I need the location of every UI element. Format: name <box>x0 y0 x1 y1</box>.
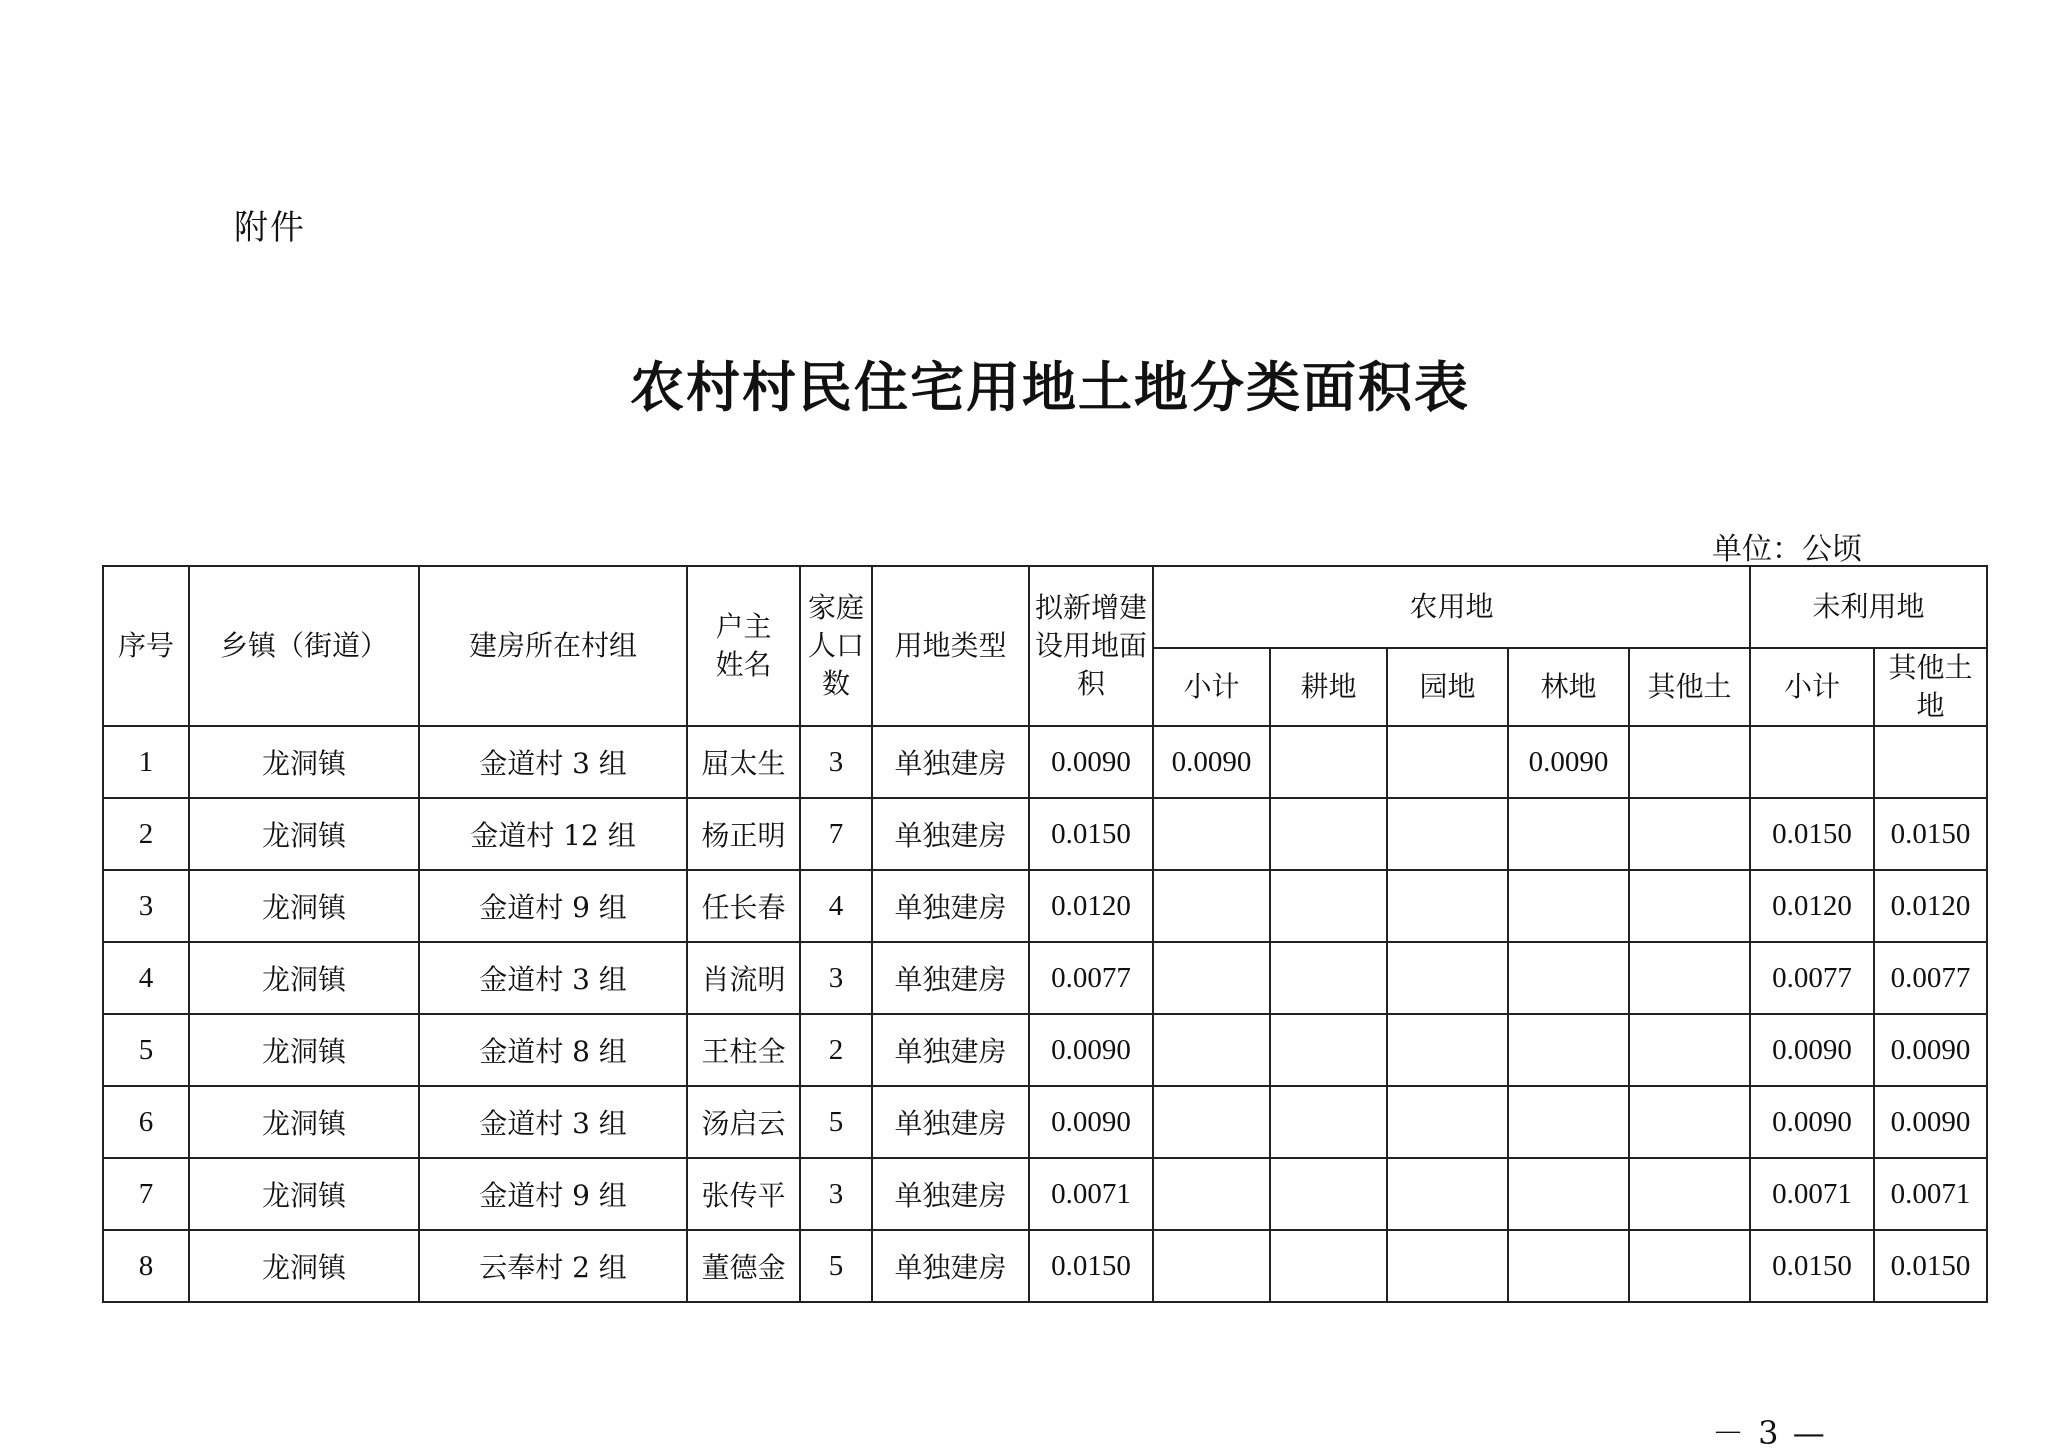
cell-agri-other <box>1629 942 1750 1014</box>
cell-agri-other <box>1629 1014 1750 1086</box>
cell-unused-other: 0.0071 <box>1874 1158 1987 1230</box>
cell-seq: 3 <box>103 870 189 942</box>
cell-land-type: 单独建房 <box>872 870 1029 942</box>
cell-village: 金道村 9 组 <box>419 1158 687 1230</box>
cell-agri-forest: 0.0090 <box>1508 726 1629 798</box>
cell-agri-subtotal <box>1153 1230 1270 1302</box>
cell-agri-cultivated <box>1270 870 1387 942</box>
header-new-area-line1: 拟新增建 <box>1034 591 1147 624</box>
cell-agri-forest <box>1508 1086 1629 1158</box>
page-number: － 3 — <box>1712 1414 1827 1452</box>
cell-seq: 7 <box>103 1158 189 1230</box>
cell-owner: 杨正明 <box>687 798 800 870</box>
cell-agri-other <box>1629 1230 1750 1302</box>
cell-owner: 董德金 <box>687 1230 800 1302</box>
cell-agri-cultivated <box>1270 1086 1387 1158</box>
cell-new-area: 0.0077 <box>1029 942 1153 1014</box>
cell-household: 3 <box>800 942 872 1014</box>
cell-unused-subtotal: 0.0150 <box>1750 1230 1874 1302</box>
cell-owner: 肖流明 <box>687 942 800 1014</box>
cell-land-type: 单独建房 <box>872 1230 1029 1302</box>
table-row <box>103 1230 1987 1302</box>
cell-unused-subtotal: 0.0071 <box>1750 1158 1874 1230</box>
header-village-group: 建房所在村组 <box>419 566 687 726</box>
table-row <box>103 1014 1987 1086</box>
header-town: 乡镇（街道） <box>189 566 419 726</box>
table-body <box>103 726 1987 1302</box>
cell-unused-subtotal: 0.0077 <box>1750 942 1874 1014</box>
header-agri-cultivated: 耕地 <box>1270 648 1387 726</box>
cell-agri-forest <box>1508 870 1629 942</box>
cell-household: 3 <box>800 726 872 798</box>
cell-agri-subtotal <box>1153 798 1270 870</box>
cell-household: 3 <box>800 1158 872 1230</box>
cell-seq: 6 <box>103 1086 189 1158</box>
cell-household: 2 <box>800 1014 872 1086</box>
cell-unused-other: 0.0150 <box>1874 798 1987 870</box>
cell-owner: 王柱全 <box>687 1014 800 1086</box>
cell-owner: 任长春 <box>687 870 800 942</box>
cell-land-type: 单独建房 <box>872 942 1029 1014</box>
cell-agri-cultivated <box>1270 1158 1387 1230</box>
header-unused-subtotal: 小计 <box>1750 648 1874 726</box>
header-household-line2: 人口 <box>807 629 864 662</box>
cell-agri-subtotal <box>1153 1086 1270 1158</box>
cell-agri-garden <box>1387 942 1508 1014</box>
header-household-line3: 数 <box>821 667 850 700</box>
cell-new-area: 0.0150 <box>1029 1230 1153 1302</box>
cell-agri-subtotal <box>1153 870 1270 942</box>
header-agri-subtotal: 小计 <box>1153 648 1270 726</box>
header-row-top <box>103 566 1987 648</box>
cell-unused-other <box>1874 726 1987 798</box>
header-land-type: 用地类型 <box>872 566 1029 726</box>
cell-agri-forest <box>1508 1230 1629 1302</box>
cell-agri-subtotal <box>1153 942 1270 1014</box>
land-classification-table <box>102 565 1988 1303</box>
unit-label: 单位：公顷 <box>1712 532 1862 567</box>
cell-agri-garden <box>1387 1086 1508 1158</box>
cell-unused-other: 0.0120 <box>1874 870 1987 942</box>
cell-land-type: 单独建房 <box>872 798 1029 870</box>
cell-village: 金道村 3 组 <box>419 726 687 798</box>
cell-agri-cultivated <box>1270 798 1387 870</box>
cell-agri-cultivated <box>1270 942 1387 1014</box>
cell-agri-garden <box>1387 726 1508 798</box>
cell-town: 龙洞镇 <box>189 870 419 942</box>
cell-new-area: 0.0071 <box>1029 1158 1153 1230</box>
cell-agri-cultivated <box>1270 726 1387 798</box>
cell-agri-other <box>1629 798 1750 870</box>
cell-new-area: 0.0090 <box>1029 1086 1153 1158</box>
cell-village: 金道村 8 组 <box>419 1014 687 1086</box>
cell-agri-other <box>1629 870 1750 942</box>
cell-unused-subtotal: 0.0090 <box>1750 1014 1874 1086</box>
cell-owner: 张传平 <box>687 1158 800 1230</box>
cell-agri-garden <box>1387 1230 1508 1302</box>
cell-seq: 2 <box>103 798 189 870</box>
header-new-area-line2: 设用地面 <box>1034 629 1147 662</box>
cell-village: 金道村 3 组 <box>419 942 687 1014</box>
cell-unused-subtotal <box>1750 726 1874 798</box>
cell-unused-other: 0.0090 <box>1874 1086 1987 1158</box>
cell-agri-subtotal: 0.0090 <box>1153 726 1270 798</box>
cell-town: 龙洞镇 <box>189 1086 419 1158</box>
cell-household: 5 <box>800 1086 872 1158</box>
cell-seq: 5 <box>103 1014 189 1086</box>
cell-agri-cultivated <box>1270 1014 1387 1086</box>
table-row <box>103 870 1987 942</box>
header-unused-other: 其他土地 <box>1874 648 1987 726</box>
cell-agri-forest <box>1508 1158 1629 1230</box>
table-row <box>103 1158 1987 1230</box>
header-new-area <box>1029 566 1153 726</box>
attachment-label: 附件 <box>234 208 306 248</box>
cell-seq: 1 <box>103 726 189 798</box>
cell-owner: 屈太生 <box>687 726 800 798</box>
header-unused: 未利用地 <box>1750 566 1987 648</box>
header-agri-garden: 园地 <box>1387 648 1508 726</box>
cell-unused-subtotal: 0.0150 <box>1750 798 1874 870</box>
cell-agri-subtotal <box>1153 1158 1270 1230</box>
cell-seq: 4 <box>103 942 189 1014</box>
cell-village: 云奉村 2 组 <box>419 1230 687 1302</box>
cell-unused-other: 0.0090 <box>1874 1014 1987 1086</box>
header-owner-line1: 户主 <box>715 610 772 643</box>
cell-agri-garden <box>1387 798 1508 870</box>
cell-new-area: 0.0150 <box>1029 798 1153 870</box>
header-agri-forest: 林地 <box>1508 648 1629 726</box>
cell-household: 7 <box>800 798 872 870</box>
cell-unused-subtotal: 0.0090 <box>1750 1086 1874 1158</box>
cell-agri-subtotal <box>1153 1014 1270 1086</box>
cell-agri-garden <box>1387 1014 1508 1086</box>
cell-land-type: 单独建房 <box>872 1086 1029 1158</box>
header-agricultural: 农用地 <box>1153 566 1750 648</box>
table-row <box>103 942 1987 1014</box>
cell-town: 龙洞镇 <box>189 942 419 1014</box>
cell-new-area: 0.0090 <box>1029 726 1153 798</box>
table-row <box>103 726 1987 798</box>
cell-village: 金道村 9 组 <box>419 870 687 942</box>
cell-town: 龙洞镇 <box>189 1230 419 1302</box>
cell-household: 4 <box>800 870 872 942</box>
cell-unused-other: 0.0150 <box>1874 1230 1987 1302</box>
cell-agri-garden <box>1387 1158 1508 1230</box>
cell-agri-forest <box>1508 798 1629 870</box>
header-owner <box>687 566 800 726</box>
cell-agri-other <box>1629 1158 1750 1230</box>
cell-town: 龙洞镇 <box>189 1014 419 1086</box>
cell-agri-other <box>1629 1086 1750 1158</box>
cell-agri-forest <box>1508 1014 1629 1086</box>
document-title: 农村村民住宅用地土地分类面积表 <box>630 355 1470 419</box>
header-household <box>800 566 872 726</box>
cell-land-type: 单独建房 <box>872 726 1029 798</box>
cell-agri-cultivated <box>1270 1230 1387 1302</box>
cell-land-type: 单独建房 <box>872 1014 1029 1086</box>
cell-land-type: 单独建房 <box>872 1158 1029 1230</box>
cell-town: 龙洞镇 <box>189 1158 419 1230</box>
header-agri-other: 其他土 <box>1629 648 1750 726</box>
cell-owner: 汤启云 <box>687 1086 800 1158</box>
table-row <box>103 1086 1987 1158</box>
cell-seq: 8 <box>103 1230 189 1302</box>
header-household-line1: 家庭 <box>807 591 864 624</box>
cell-agri-garden <box>1387 870 1508 942</box>
header-seq: 序号 <box>103 566 189 726</box>
cell-agri-forest <box>1508 942 1629 1014</box>
cell-village: 金道村 3 组 <box>419 1086 687 1158</box>
cell-household: 5 <box>800 1230 872 1302</box>
cell-town: 龙洞镇 <box>189 726 419 798</box>
header-owner-line2: 姓名 <box>715 648 772 681</box>
cell-new-area: 0.0120 <box>1029 870 1153 942</box>
cell-unused-other: 0.0077 <box>1874 942 1987 1014</box>
cell-town: 龙洞镇 <box>189 798 419 870</box>
cell-agri-other <box>1629 726 1750 798</box>
table-row <box>103 798 1987 870</box>
cell-new-area: 0.0090 <box>1029 1014 1153 1086</box>
cell-unused-subtotal: 0.0120 <box>1750 870 1874 942</box>
header-new-area-line3: 积 <box>1076 667 1105 700</box>
cell-village: 金道村 12 组 <box>419 798 687 870</box>
